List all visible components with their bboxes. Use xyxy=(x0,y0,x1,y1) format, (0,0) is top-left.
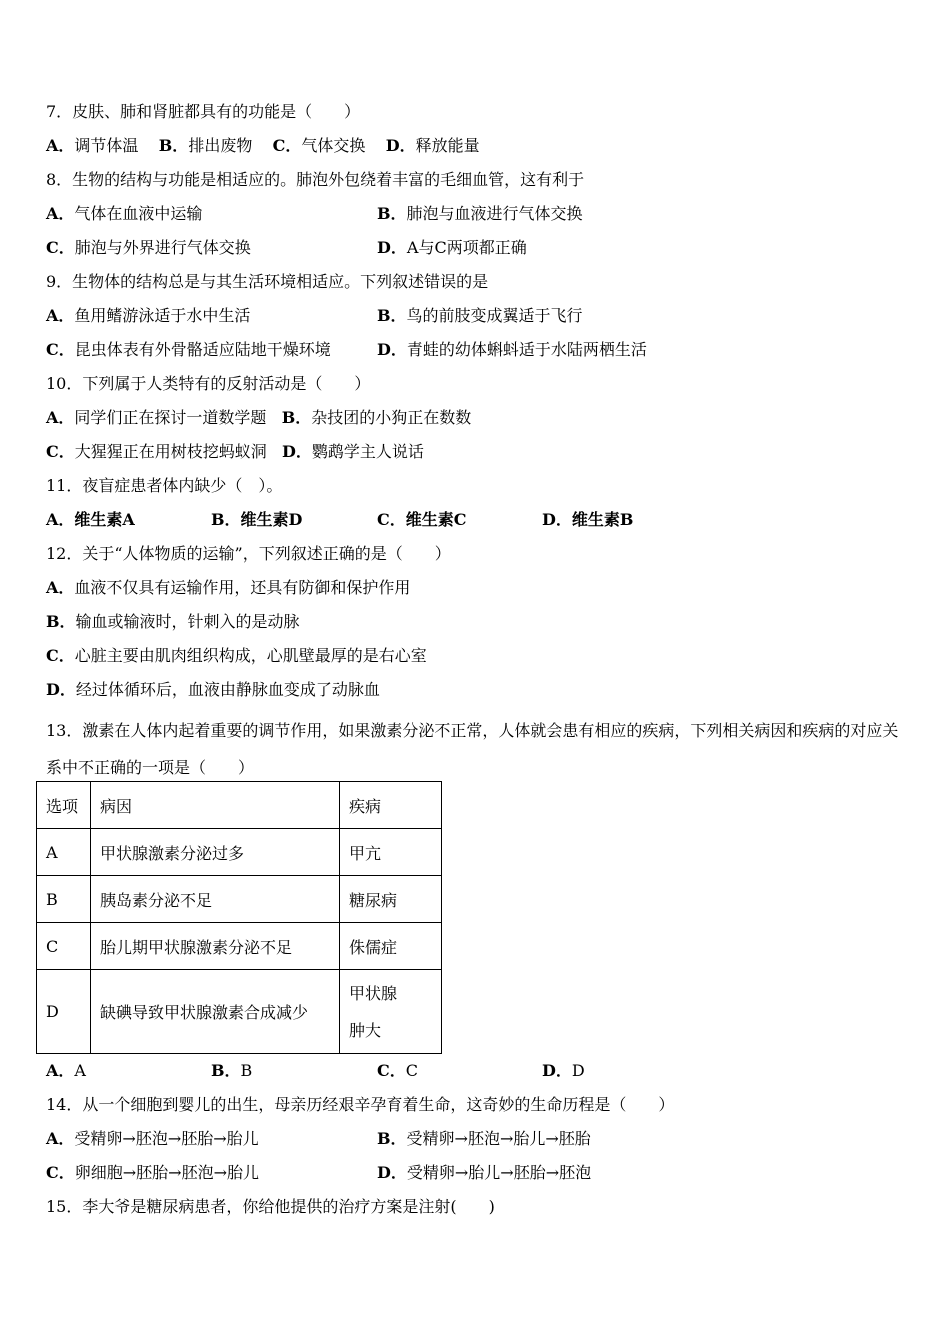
question-14-option-a: A．受精卵→胚泡→胚胎→胎儿 xyxy=(46,1129,259,1148)
question-13-option-d: D．D xyxy=(542,1061,585,1080)
question-10-options-cd: C．大猩猩正在用树枝挖蚂蚁洞 D．鹦鹉学主人说话 xyxy=(46,442,424,461)
question-13-option-c: C．C xyxy=(377,1061,418,1080)
table-header-cell: 疾病 xyxy=(340,782,442,829)
table-cell: 甲状腺肿大 xyxy=(340,970,442,1054)
table-cell: 甲状腺激素分泌过多 xyxy=(91,829,340,876)
table-cell: 糖尿病 xyxy=(340,876,442,923)
question-13-table xyxy=(36,781,442,1054)
question-14-option-c: C．卵细胞→胚胎→胚泡→胎儿 xyxy=(46,1163,259,1182)
question-11-option-d: D．维生素B xyxy=(542,510,634,529)
question-15-stem: 15．李大爷是糖尿病患者，你给他提供的治疗方案是注射( ) xyxy=(46,1197,495,1216)
question-12-stem: 12．关于“人体物质的运输”，下列叙述正确的是（ ） xyxy=(46,544,451,563)
question-11-option-a: A．维生素A xyxy=(46,510,135,529)
question-11-option-c: C．维生素C xyxy=(377,510,467,529)
question-8-option-b: B．肺泡与血液进行气体交换 xyxy=(377,204,583,223)
table-header-row xyxy=(37,782,442,829)
question-14-option-d: D．受精卵→胎儿→胚胎→胚泡 xyxy=(377,1163,592,1182)
table-row xyxy=(37,970,442,1054)
question-13-stem: 13．激素在人体内起着重要的调节作用，如果激素分泌不正常，人体就会患有相应的疾病，下列相关病因和疾病的对应关系中不正确的一项是（ ） xyxy=(46,721,899,777)
table-row xyxy=(37,876,442,923)
table-cell: 缺碘导致甲状腺激素合成减少 xyxy=(91,970,340,1054)
question-9-option-b: B．鸟的前肢变成翼适于飞行 xyxy=(377,306,583,325)
question-8-stem: 8．生物的结构与功能是相适应的。肺泡外包绕着丰富的毛细血管，这有利于 xyxy=(46,170,585,189)
question-9-option-d: D．青蛙的幼体蝌蚪适于水陆两栖生活 xyxy=(377,340,647,359)
question-13-option-a: A．A xyxy=(46,1061,86,1080)
table-cell: 胎儿期甲状腺激素分泌不足 xyxy=(91,923,340,970)
question-9-option-c: C．昆虫体表有外骨骼适应陆地干燥环境 xyxy=(46,340,331,359)
question-9-option-a: A．鱼用鳍游泳适于水中生活 xyxy=(46,306,251,325)
question-8-option-c: C．肺泡与外界进行气体交换 xyxy=(46,238,251,257)
question-14-stem: 14．从一个细胞到婴儿的出生，母亲历经艰辛孕育着生命，这奇妙的生命历程是（ ） xyxy=(46,1095,675,1114)
table-cell: B xyxy=(37,876,91,923)
table-cell: 甲亢 xyxy=(340,829,442,876)
question-7-stem: 7．皮肤、肺和肾脏都具有的功能是（ ） xyxy=(46,102,361,121)
question-14-option-b: B．受精卵→胚泡→胎儿→胚胎 xyxy=(377,1129,591,1148)
question-10-stem: 10．下列属于人类特有的反射活动是（ ） xyxy=(46,374,371,393)
question-12-option-b: B．输血或输液时，针刺入的是动脉 xyxy=(46,612,300,631)
table-cell: D xyxy=(37,970,91,1054)
question-13-option-b: B．B xyxy=(211,1061,253,1080)
question-8-option-a: A．气体在血液中运输 xyxy=(46,204,203,223)
table-row xyxy=(37,829,442,876)
question-10-options-ab: A．同学们正在探讨一道数学题 B．杂技团的小狗正在数数 xyxy=(46,408,472,427)
table-cell: 胰岛素分泌不足 xyxy=(91,876,340,923)
question-12-option-c: C．心脏主要由肌肉组织构成，心肌壁最厚的是右心室 xyxy=(46,646,427,665)
table-header-cell: 选项 xyxy=(37,782,91,829)
question-8-option-d: D．A与C两项都正确 xyxy=(377,238,527,257)
question-11-option-b: B．维生素D xyxy=(211,510,303,529)
table-row xyxy=(37,923,442,970)
table-header-cell: 病因 xyxy=(91,782,340,829)
question-12-option-a: A．血液不仅具有运输作用，还具有防御和保护作用 xyxy=(46,578,411,597)
table-cell: 侏儒症 xyxy=(340,923,442,970)
question-11-stem: 11．夜盲症患者体内缺少（ ）。 xyxy=(46,476,283,495)
question-9-stem: 9．生物体的结构总是与其生活环境相适应。下列叙述错误的是 xyxy=(46,272,489,291)
table-cell: C xyxy=(37,923,91,970)
table-cell: A xyxy=(37,829,91,876)
question-7-options: A．调节体温 B．排出废物 C．气体交换 D．释放能量 xyxy=(46,136,480,155)
question-12-option-d: D．经过体循环后，血液由静脉血变成了动脉血 xyxy=(46,680,380,699)
